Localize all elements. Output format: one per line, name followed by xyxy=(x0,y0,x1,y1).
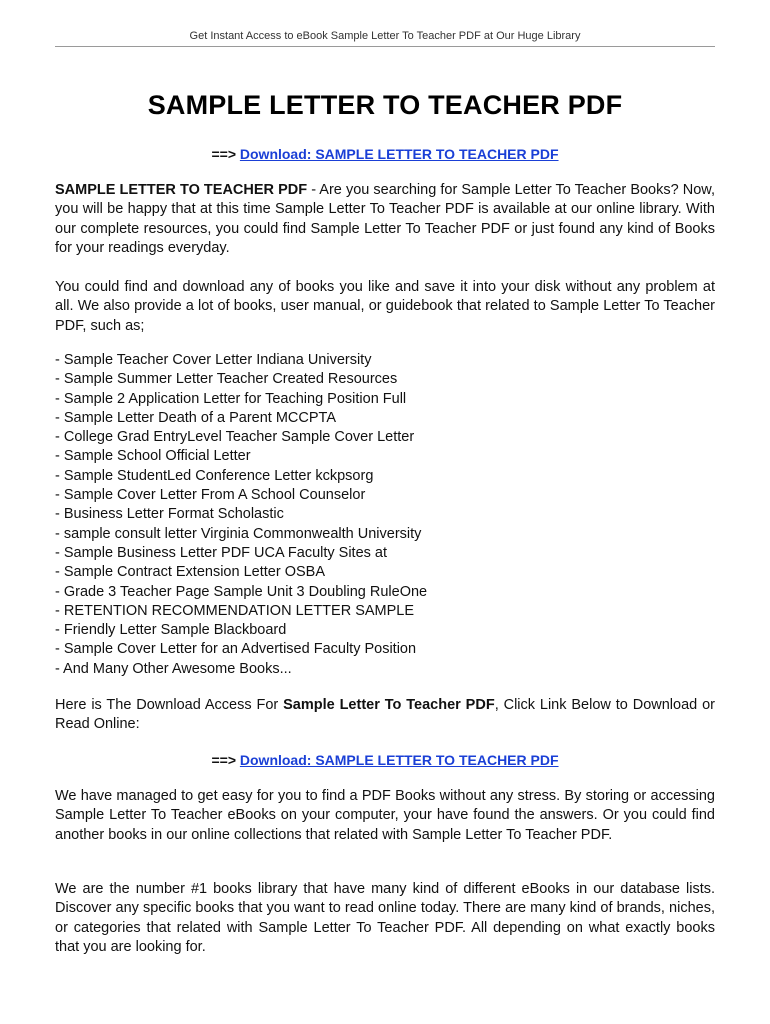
library-paragraph: We are the number #1 books library that have many kind of different eBooks in our database lists. Discover any specific books that you want to read online today. There are many kind of brands, niches, or categories that related with Sample Letter To Teacher PDF. All depending on what exactly books that you are looking for. xyxy=(55,881,715,955)
page-title: SAMPLE LETTER TO TEACHER PDF xyxy=(147,90,623,120)
list-item: - And Many Other Awesome Books... xyxy=(55,660,292,677)
list-item: - Sample Cover Letter for an Advertised Faculty Position xyxy=(55,641,417,658)
list-item: - Business Letter Format Scholastic xyxy=(55,506,284,523)
page-header: Get Instant Access to eBook Sample Letter To Teacher PDF at Our Huge Library xyxy=(189,30,581,42)
intro-text: - Are you searching for Sample Letter To Teacher Books? Now, you will be happy that at this time Sample Letter To Teacher PDF is available at our online library. With our complete resources, you could find Sample Letter To Teacher PDF or just found any kind of Books for your readings everyday. xyxy=(55,182,716,256)
list-item: - Sample Contract Extension Letter OSBA xyxy=(55,564,325,581)
header-divider xyxy=(55,46,715,47)
list-item: - Grade 3 Teacher Page Sample Unit 3 Doubling RuleOne xyxy=(55,583,428,600)
book-list xyxy=(55,351,715,679)
related-books-paragraph: You could find and download any of books you like and save it into your disk without any problem at all. We also provide a lot of books, user manual, or guidebook that related to Sample Letter To Teacher PDF, such as; xyxy=(55,279,715,334)
list-item: - Sample Teacher Cover Letter Indiana University xyxy=(55,352,372,368)
intro-paragraph xyxy=(55,181,715,258)
download-arrow: ==> xyxy=(211,146,236,162)
download-access-paragraph xyxy=(55,696,715,735)
download-line-bottom xyxy=(55,752,715,768)
download-link-bottom[interactable]: Download: SAMPLE LETTER TO TEACHER PDF xyxy=(239,752,559,768)
list-item: - Sample Business Letter PDF UCA Faculty Sites at xyxy=(55,544,388,561)
download-link-top[interactable]: Download: SAMPLE LETTER TO TEACHER PDF xyxy=(239,146,559,162)
list-item: - Sample Letter Death of a Parent MCCPTA xyxy=(55,409,336,426)
list-item: - Friendly Letter Sample Blackboard xyxy=(55,622,287,639)
list-item: - Sample StudentLed Conference Letter kckpsorg xyxy=(55,467,374,484)
download-line-top xyxy=(55,146,715,162)
list-item: - College Grad EntryLevel Teacher Sample Cover Letter xyxy=(55,429,415,446)
list-item: - Sample 2 Application Letter for Teaching Position Full xyxy=(55,390,407,407)
intro-bold-lead: SAMPLE LETTER TO TEACHER PDF xyxy=(55,182,308,198)
list-item: - sample consult letter Virginia Commonwealth University xyxy=(55,525,422,542)
download-arrow: ==> xyxy=(211,752,236,768)
access-prefix: Here is The Download Access For xyxy=(55,697,284,713)
list-item: - RETENTION RECOMMENDATION LETTER SAMPLE xyxy=(55,602,415,619)
access-bold: Sample Letter To Teacher PDF xyxy=(283,697,495,713)
list-item: - Sample School Official Letter xyxy=(55,448,251,465)
list-item: - Sample Cover Letter From A School Counselor xyxy=(55,487,366,504)
list-item: - Sample Summer Letter Teacher Created Resources xyxy=(55,371,398,388)
access-suffix: , Click Link Below to Download or Read Online: xyxy=(55,697,715,733)
managed-paragraph: We have managed to get easy for you to find a PDF Books without any stress. By storing or accessing Sample Letter To Teacher eBooks on your computer, your have found the answers. Or you could find another books in our online collections that related with Sample Letter To Teacher PDF. xyxy=(55,788,715,843)
